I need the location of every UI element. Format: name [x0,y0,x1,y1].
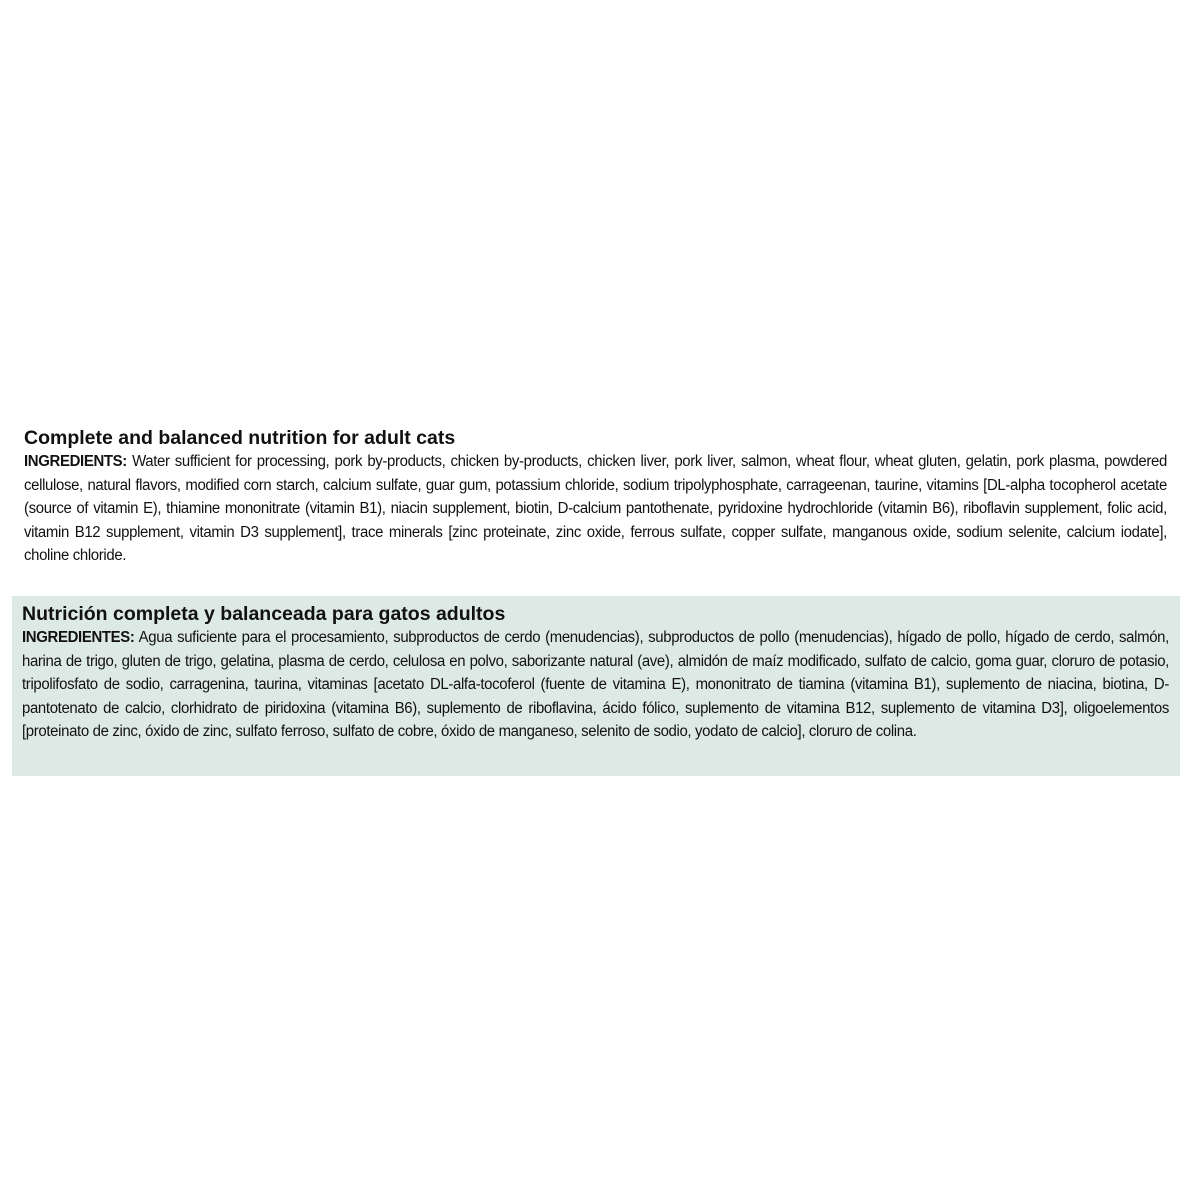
spanish-ingredients-label: INGREDIENTES: [22,629,135,646]
english-heading: Complete and balanced nutrition for adult cats [24,427,456,449]
spanish-heading: Nutrición completa y balanceada para gatos adultos [22,603,506,625]
english-ingredients-label: INGREDIENTS: [24,453,127,470]
english-ingredients-panel [12,422,1180,582]
spanish-ingredients-paragraph [22,626,1169,744]
spanish-ingredients-text: Agua suficiente para el procesamiento, subproductos de cerdo (menudencias), subproductos de pollo (menudencias), hígado de pollo, hígado de cerdo, salmón, harina de trigo, gluten de trigo, gelatina, plasma de cerdo, celulosa en polvo, saborizante natural (ave), almidón de maíz modificado, sulfato de calcio, goma guar, cloruro de potasio, tripolifosfato de sodio, carragenina, taurina, vitaminas [acetato DL-alfa-tocoferol (fuente de vitamina E), mononitrato de tiamina (vitamina B1), suplemento de niacina, biotina, D-pantotenato de calcio, clorhidrato de piridoxina (vitamina B6), suplemento de riboflavina, ácido fólico, suplemento de vitamina B12, suplemento de vitamina D3], oligoelementos [proteinato de zinc, óxido de zinc, sulfato ferroso, sulfato de cobre, óxido de manganeso, selenito de sodio, yodato de calcio], cloruro de colina. [22,629,1169,740]
spanish-ingredients-panel [12,596,1180,776]
english-ingredients-text: Water sufficient for processing, pork by-products, chicken by-products, chicken liver, pork liver, salmon, wheat flour, wheat gluten, gelatin, pork plasma, powdered cellulose, natural flavors, modified corn starch, calcium sulfate, guar gum, potassium chloride, sodium tripolyphosphate, carrageenan, taurine, vitamins [DL-alpha tocopherol acetate (source of vitamin E), thiamine mononitrate (vitamin B1), niacin supplement, biotin, D-calcium pantothenate, pyridoxine hydrochloride (vitamin B6), riboflavin supplement, folic acid, vitamin B12 supplement, vitamin D3 supplement], trace minerals [zinc proteinate, zinc oxide, ferrous sulfate, copper sulfate, manganous oxide, sodium selenite, calcium iodate], choline chloride. [24,453,1167,564]
english-ingredients-paragraph [24,450,1167,568]
